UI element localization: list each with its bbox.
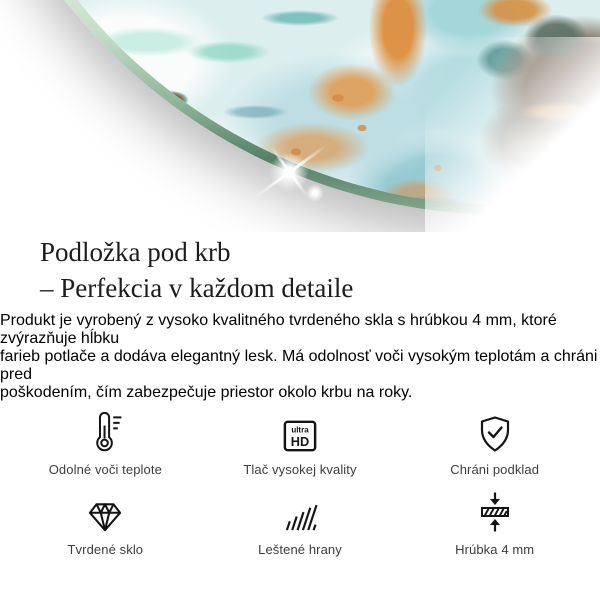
feature-label: Chráni podklad [450, 462, 540, 477]
polished-edges-icon [282, 500, 318, 533]
feature-label: Tvrdené sklo [67, 542, 144, 557]
feature-polished-edges [203, 491, 398, 557]
product-hero-image [0, 0, 600, 232]
feature-print-quality [203, 411, 398, 477]
description-line: Produkt je vyrobený z vysoko kvalitného tvrdeného skla s hrúbkou 4 mm, ktoré zvýrazňuje hĺbku [0, 312, 557, 347]
feature-thickness [397, 491, 592, 557]
thermometer-icon [85, 411, 125, 453]
description-line: farieb potlače a dodáva elegantný lesk. Má odolnosť voči vysokým teplotám a chráni pred [0, 348, 598, 383]
page-title-line2: – Perfekcia v každom detaile [40, 273, 354, 303]
feature-label: Odolné voči teplote [48, 462, 162, 477]
ultra-hd-icon [282, 419, 318, 453]
feature-protects-floor [397, 411, 592, 477]
shield-check-icon [478, 415, 512, 453]
feature-tempered-glass [8, 491, 203, 557]
svg-text:ultra: ultra [291, 425, 309, 435]
thickness-icon [477, 491, 513, 533]
features-grid [0, 411, 600, 557]
description-line: poškodením, čím zabezpečuje priestor okolo krbu na roky. [0, 384, 413, 401]
marble-ink-artwork [0, 0, 600, 205]
feature-label: Leštené hrany [258, 542, 342, 557]
glass-disc-print-surface [0, 0, 600, 205]
diamond-icon [86, 501, 124, 533]
feature-heat-resistant [8, 411, 203, 477]
svg-text:HD: HD [290, 433, 310, 449]
page-title [40, 234, 560, 306]
page-title-line1: Podložka pod krb [40, 237, 231, 267]
glass-disc [0, 0, 600, 215]
feature-label: Hrúbka 4 mm [455, 542, 535, 557]
feature-label: Tlač vysokej kvality [243, 462, 357, 477]
